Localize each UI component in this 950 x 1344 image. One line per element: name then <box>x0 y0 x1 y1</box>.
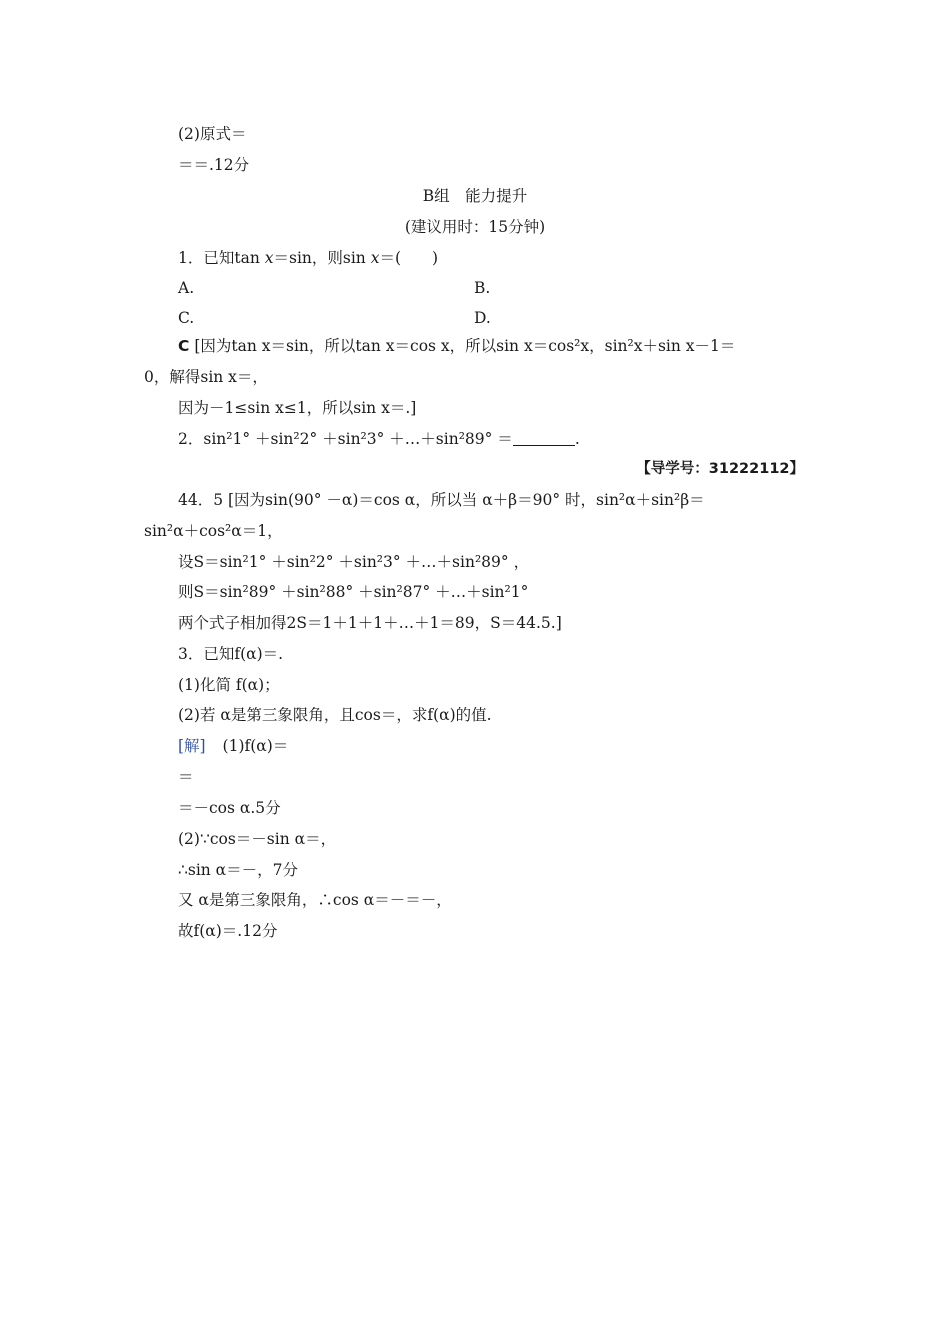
q2-stem-end: . <box>574 430 580 448</box>
q1-option-a: A. <box>178 279 195 297</box>
q2-solution-line-2: sin²α＋cos²α＝1， <box>144 522 283 540</box>
q3-stem: 3．已知f(α)＝. <box>178 645 284 663</box>
q3-solution-line-2: ＝ <box>178 768 194 786</box>
prev-solution-line-1: (2)原式＝ <box>178 125 247 143</box>
q1-option-c: C. <box>178 309 195 327</box>
q1-stem-tail: ＝sin，则sin <box>273 249 371 267</box>
q1-solution-line-1 <box>178 336 735 356</box>
q1-stem-end: ＝( ) <box>379 249 439 267</box>
q2-solution-line-3: 设S＝sin²1° ＋sin²2° ＋sin²3° ＋…＋sin²89° ， <box>178 553 530 571</box>
q2-solution-line-4: 则S＝sin²89° ＋sin²88° ＋sin²87° ＋…＋sin²1° <box>178 583 529 601</box>
q1-solution-line-3: 因为－1≤sin x≤1，所以sin x＝.] <box>178 399 417 417</box>
q1-answer-letter: C <box>178 337 190 355</box>
q1-stem-lead: 1．已知tan <box>178 249 265 267</box>
q3-solution-line-4: (2)∵cos＝－sin α＝， <box>178 830 337 848</box>
section-title: B组 能力提升 <box>422 187 528 205</box>
q2-solution-line-5: 两个式子相加得2S＝1＋1＋1＋…＋1＝89，S＝44.5.] <box>178 614 562 632</box>
solution-label: [解] <box>178 737 206 755</box>
prev-solution-line-2: ＝＝.12分 <box>178 156 250 174</box>
q3-solution-line-6: 又 α是第三象限角，∴cos α＝－＝－， <box>178 891 452 909</box>
section-subtitle: (建议用时：15分钟) <box>404 218 546 236</box>
q1-solution-text-1: [因为tan x＝sin，所以tan x＝cos x，所以sin x＝cos²x，sin²x＋sin x－1＝ <box>194 337 736 355</box>
guide-number: 【导学号：31222112】 <box>636 461 804 477</box>
q1-stem: 1．已知tan x＝sin，则sin x＝( ) <box>178 249 439 267</box>
q2-stem-text: 2．sin²1° ＋sin²2° ＋sin²3° ＋…＋sin²89° ＝ <box>178 430 513 448</box>
q3-part-1: (1)化简 f(α)； <box>178 676 280 694</box>
q2-solution-line-1: 44．5 [因为sin(90° －α)＝cos α，所以当 α＋β＝90° 时，sin²α＋sin²β＝ <box>178 491 705 509</box>
q3-solution-line-7: 故f(α)＝.12分 <box>178 922 278 940</box>
q1-option-d: D. <box>474 309 491 327</box>
q3-solution-line-1 <box>178 736 288 756</box>
q3-solution-line-5: ∴sin α＝－，7分 <box>178 861 299 879</box>
q3-part-2: (2)若 α是第三象限角，且cos＝，求f(α)的值. <box>178 706 492 724</box>
q1-option-b: B. <box>474 279 491 297</box>
q3-solution-text-1: (1)f(α)＝ <box>222 737 289 755</box>
q3-solution-line-3: ＝－cos α.5分 <box>178 799 281 817</box>
q2-stem <box>178 429 580 449</box>
q1-solution-line-2: 0，解得sin x＝， <box>144 368 268 386</box>
answer-blank <box>513 431 575 446</box>
